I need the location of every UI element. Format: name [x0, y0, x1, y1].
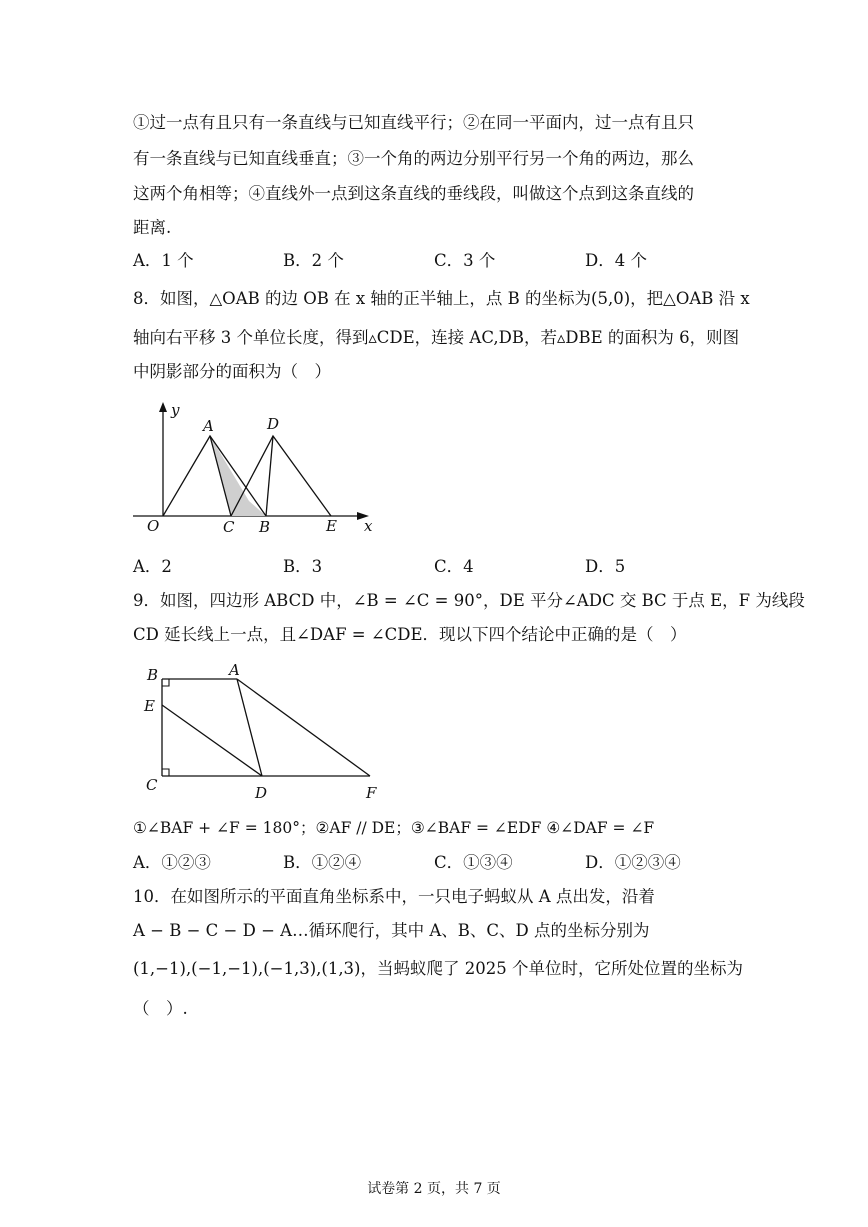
q7-option-b: B．2 个	[283, 251, 344, 270]
q8-label-b: B	[259, 518, 271, 536]
q9-option-b: B．①②④	[283, 853, 362, 872]
q8-figure	[125, 398, 385, 538]
q7-option-a: A．1 个	[133, 251, 194, 270]
q9-segment-af	[237, 679, 370, 776]
q8-option-d: D．5	[585, 557, 626, 576]
q10-line-1: 10．在如图所示的平面直角坐标系中，一只电子蚂蚁从 A 点出发，沿着	[133, 887, 655, 906]
q7-option-d: D．4 个	[585, 251, 647, 270]
q9-label-e: E	[144, 697, 155, 715]
q8-label-x: x	[364, 517, 373, 535]
q8-label-e: E	[326, 517, 337, 535]
q9-line-1: 9．如图，四边形 ABCD 中，∠B = ∠C = 90°，DE 平分∠ADC 交 BC 于点 E，F 为线段	[133, 591, 805, 610]
q10-line-4: （ ）.	[133, 999, 188, 1018]
q8-line-1: 8．如图，△OAB 的边 OB 在 x 轴的正半轴上，点 B 的坐标为(5,0)，把△OAB 沿 x	[133, 289, 750, 308]
q9-option-a: A．①②③	[133, 853, 211, 872]
q8-label-a: A	[203, 417, 214, 435]
q9-figure	[140, 660, 400, 810]
q9-right-angle-b-icon	[162, 679, 169, 686]
q8-label-o: O	[147, 517, 160, 535]
q8-option-a: A．2	[133, 557, 172, 576]
q10-line-3: (1,−1),(−1,−1),(−1,3),(1,3)，当蚂蚁爬了 2025 个单位时，它所处位置的坐标为	[133, 959, 743, 978]
q8-option-c: C．4	[434, 557, 474, 576]
q8-line-2: 轴向右平移 3 个单位长度，得到▵CDE，连接 AC,DB，若▵DBE 的面积为 6，则图	[133, 328, 740, 347]
q8-label-d: D	[267, 415, 280, 433]
q9-label-c: C	[146, 776, 158, 794]
q8-option-b: B．3	[283, 557, 323, 576]
q9-label-a: A	[229, 661, 240, 679]
q8-label-c: C	[223, 518, 235, 536]
q9-label-f: F	[366, 784, 377, 802]
q9-right-angle-c-icon	[162, 769, 169, 776]
q7-line-3: 这两个角相等；④直线外一点到这条直线的垂线段，叫做这个点到这条直线的	[133, 184, 694, 203]
q9-option-c: C．①③④	[434, 853, 513, 872]
q7-line-4: 距离.	[133, 218, 172, 237]
q7-line-2: 有一条直线与已知直线垂直；③一个角的两边分别平行另一个角的两边，那么	[133, 149, 694, 168]
q8-label-y: y	[171, 401, 180, 419]
q7-option-c: C．3 个	[434, 251, 496, 270]
q9-line-2: CD 延长线上一点，且∠DAF = ∠CDE．现以下四个结论中正确的是（ ）	[133, 625, 687, 644]
q8-line-3: 中阴影部分的面积为（ ）	[133, 362, 331, 381]
q9-option-d: D．①②③④	[585, 853, 681, 872]
q9-label-d: D	[255, 784, 268, 802]
q9-statements: ①∠BAF + ∠F = 180°；②AF // DE；③∠BAF = ∠EDF ④∠DAF = ∠F	[133, 819, 655, 837]
page-footer: 试卷第 2 页，共 7 页	[367, 1181, 501, 1197]
q10-line-2: A − B − C − D − A…循环爬行，其中 A、B、C、D 点的坐标分别为	[133, 921, 650, 940]
q7-line-1: ①过一点有且只有一条直线与已知直线平行；②在同一平面内，过一点有且只	[133, 113, 694, 132]
q8-y-arrow-icon	[159, 402, 167, 412]
q9-label-b: B	[147, 666, 159, 684]
